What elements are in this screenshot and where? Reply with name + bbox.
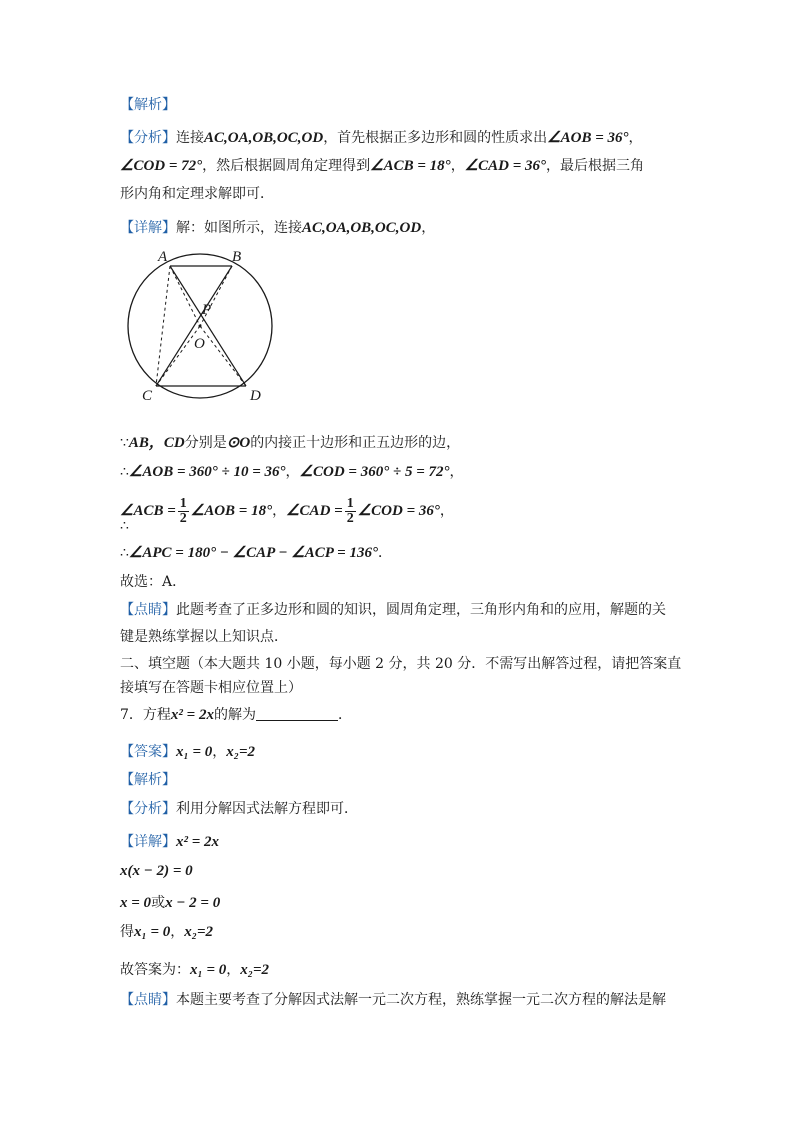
- q7-d2: x(x − 2) = 0: [120, 863, 193, 879]
- fraction-half: $\frac{1}{2}$: [346, 495, 354, 526]
- detail-tag: 【详解】: [120, 834, 176, 850]
- apc-calc-math: ∠APC = 180° − ∠CAP − ∠ACP = 136°: [128, 545, 378, 561]
- q7-fenxi-text: 利用分解因式法解方程即可．: [176, 801, 358, 817]
- q7-comment-line: [120, 990, 666, 1010]
- answer-x2: x₂=2: [226, 744, 256, 760]
- or-text: 或: [151, 895, 166, 911]
- answer-x1: x₁ = 0: [176, 744, 213, 760]
- period: ．: [337, 707, 352, 723]
- because-line: [120, 433, 460, 453]
- step1-text-b: 的内接正十边形和正五边形的边，: [250, 435, 461, 451]
- label-p: P: [202, 302, 212, 318]
- answer-tag: 【答案】: [120, 744, 176, 760]
- q7-d3-line: [120, 893, 220, 913]
- acb-pre-math: ∠ACB =: [120, 503, 176, 519]
- circle-figure: [122, 246, 282, 406]
- because-symbol: ∵: [120, 435, 129, 451]
- section-title-line-1: [120, 654, 681, 674]
- comma: ，: [170, 924, 185, 940]
- cod-calc-math: ∠COD = 360° ÷ 5 = 72°: [299, 464, 450, 480]
- q7-comment-text: 本题主要考查了分解因式法解一元二次方程，熟练掌握一元二次方程的解法是解: [176, 992, 666, 1008]
- detail-line: [120, 218, 435, 238]
- comma: ，: [285, 464, 300, 480]
- fenxi-line-1: [120, 128, 643, 148]
- analysis-tag: 【解析】: [120, 97, 176, 113]
- q7-equation: x² = 2x: [170, 707, 214, 723]
- fenxi-text-e: 形内角和定理求解即可．: [120, 186, 274, 202]
- comment-line-1: [120, 600, 666, 620]
- de-text: 得: [120, 924, 134, 940]
- detail-tag: 【详解】: [120, 220, 176, 236]
- label-c: C: [142, 388, 153, 404]
- analysis-tag-line: [120, 95, 176, 115]
- choice-line: [120, 572, 186, 592]
- comma: ，: [628, 130, 643, 146]
- step3-line: [120, 496, 454, 526]
- fenxi-tag: 【分析】: [120, 130, 176, 146]
- comma: ，: [226, 962, 241, 978]
- final-x1: x₁ = 0: [190, 962, 227, 978]
- segment-ad: [170, 266, 246, 386]
- comment-text-a: 此题考查了正多边形和圆的知识，圆周角定理，三角形内角和的应用，解题的关: [176, 602, 666, 618]
- detail-text-a: 解：如图所示，连接: [176, 220, 302, 236]
- label-a: A: [158, 249, 168, 265]
- label-d: D: [250, 388, 261, 404]
- section-title-line-2: [120, 678, 302, 698]
- section-title-a: 二、填空题（本大题共 10 小题，每小题 2 分，共 20 分．不需写出解答过程，请把答案直: [120, 656, 682, 672]
- q7-detail-line: [120, 832, 219, 852]
- comma: ，: [439, 503, 454, 519]
- q7-d1: x² = 2x: [176, 834, 220, 850]
- answer-blank: [256, 706, 338, 721]
- step2-line: [120, 462, 464, 482]
- fenxi-text-a: 连接: [176, 130, 204, 146]
- therefore-symbol: ∴: [120, 545, 129, 561]
- cad-36-math: ∠CAD = 36°: [464, 158, 547, 174]
- cod-72-math: ∠COD = 72°: [120, 158, 203, 174]
- q7-d3b: x − 2 = 0: [165, 895, 221, 911]
- q7-d3a: x = 0: [120, 895, 152, 911]
- therefore-symbol: ∴: [120, 518, 129, 534]
- comma: ，: [212, 744, 227, 760]
- cad-pre-math: ∠CAD =: [286, 503, 343, 519]
- step4-line: [120, 543, 392, 563]
- q7-d4x1: x₁ = 0: [134, 924, 171, 940]
- segment-oa: [170, 266, 200, 326]
- analysis-tag: 【解析】: [120, 772, 176, 788]
- comment-tag: 【点睛】: [120, 602, 176, 618]
- acb-post-math: ∠AOB = 18°: [190, 503, 273, 519]
- detail-end: ，: [421, 220, 436, 236]
- comment-text-b: 键是熟练掌握以上知识点．: [120, 629, 288, 645]
- ab-cd-math: AB，CD: [128, 435, 185, 451]
- center-point: [199, 325, 202, 328]
- comma: ，: [449, 464, 464, 480]
- therefore-line-3: [120, 516, 129, 536]
- detail-segments-math: AC,OA,OB,OC,OD: [302, 220, 422, 236]
- comma: ，: [272, 503, 287, 519]
- segment-od: [200, 326, 246, 386]
- fenxi-text-c: ，然后根据圆周角定理得到: [202, 158, 371, 174]
- q7-fenxi-line: [120, 799, 358, 819]
- label-o: O: [194, 336, 205, 352]
- aob-36-math: ∠AOB = 36°: [547, 130, 629, 146]
- q7-d4x2: x₂=2: [184, 924, 214, 940]
- comma: ，: [450, 158, 465, 174]
- step1-text-a: 分别是: [184, 435, 227, 451]
- final-answer-line: [120, 960, 269, 980]
- acb-18-math: ∠ACB = 18°: [370, 158, 451, 174]
- q7-line: [120, 705, 352, 725]
- fenxi-line-2: [120, 156, 644, 176]
- segments-math: AC,OA,OB,OC,OD: [204, 130, 324, 146]
- comment-tag: 【点睛】: [120, 992, 176, 1008]
- q7-d4-line: [120, 922, 213, 942]
- choice-text: 故选：A．: [120, 574, 187, 590]
- section-title-b: 接填写在答题卡相应位置上）: [120, 680, 302, 696]
- q7-number: 7．方程: [120, 707, 171, 723]
- fenxi-line-3: [120, 184, 274, 204]
- period: ．: [377, 545, 392, 561]
- q7-tail: 的解为: [213, 707, 256, 723]
- fenxi-text-d: ，最后根据三角: [546, 158, 645, 174]
- circle-o-math: ⊙O: [226, 435, 251, 451]
- final-label: 故答案为：: [120, 962, 190, 978]
- final-x2: x₂=2: [240, 962, 270, 978]
- comment-line-2: [120, 627, 288, 647]
- segment-oc: [156, 326, 200, 386]
- fenxi-tag: 【分析】: [120, 801, 176, 817]
- fenxi-text-b: ，首先根据正多边形和圆的性质求出: [323, 130, 548, 146]
- cad-post-math: ∠COD = 36°: [357, 503, 440, 519]
- label-b: B: [232, 249, 242, 265]
- therefore-symbol: ∴: [120, 464, 129, 480]
- q7-analysis-tag-line: [120, 770, 176, 790]
- aob-calc-math: ∠AOB = 360° ÷ 10 = 36°: [128, 464, 286, 480]
- q7-d2-line: [120, 861, 193, 881]
- fraction-half: $\frac{1}{2}$: [179, 495, 187, 526]
- answer-line: [120, 742, 255, 762]
